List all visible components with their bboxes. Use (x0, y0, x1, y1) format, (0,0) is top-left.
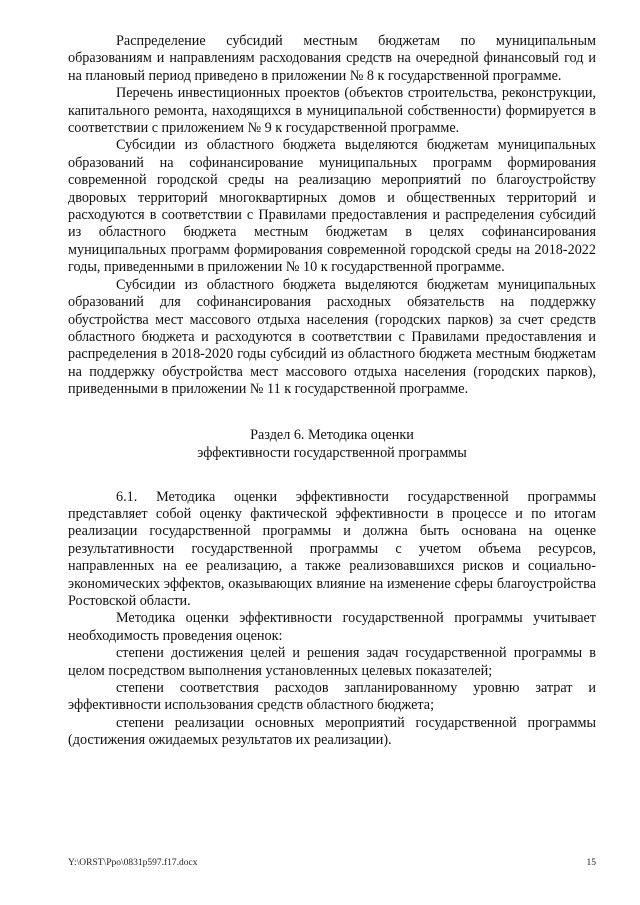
paragraph-assessment-costs: степени соответствия расходов запланированному уровню затрат и эффективности использования средств областного бюджета; (68, 680, 596, 714)
paragraph-subsidy-distribution: Распределение субсидий местным бюджетам по муниципальным образованиям и направлениям расходования средств на очередной финансовый год и на плановый период приведено в приложении № 8 к государственной программе. (68, 33, 596, 84)
footer-file-path: Y:\ORST\Ppo\0831p597.f17.docx (68, 858, 198, 868)
page-number: 15 (586, 858, 596, 868)
paragraph-city-parks-subsidies: Субсидии из областного бюджета выделяются бюджетам муниципальных образований для софинансирования расходных обязательств на поддержку обустройства мест массового отдыха населения (городских парков) за счет средств областного бюджета и расходуются в соответствии с Правилами предоставления и распределения в 2018-2020 годы субсидий из областного бюджета местным бюджетам на поддержку обустройства мест массового отдыха населения (городских парков), приведенными в приложении № 11 к государственной программе. (68, 276, 596, 398)
paragraph-assessment-goals: степени достижения целей и решения задач государственной программы в целом посредством выполнения установленных целевых показателей; (68, 645, 596, 679)
paragraph-urban-environment-subsidies: Субсидии из областного бюджета выделяются бюджетам муниципальных образований на софинансирование муниципальных программ формирования современной городской среды на реализацию мероприятий по благоустройству дворовых территорий многоквартирных домов и общественных территорий и расходуются в соответствии с Правилами предоставления и распределения субсидий из областного бюджета местным бюджетам в целях софинансирования муниципальных программ формирования современной городской среды на 2018-2022 годы, приведенными в приложении № 10 к государственной программе. (68, 137, 596, 276)
section-heading-line1: Раздел 6. Методика оценки (250, 426, 414, 443)
paragraph-assessment-activities: степени реализации основных мероприятий государственной программы (достижения ожидаемых результатов их реализации). (68, 714, 596, 749)
section-heading-line2: эффективности государственной программы (197, 445, 467, 462)
paragraph-methodology-definition: 6.1. Методика оценки эффективности государственной программы представляет собой оценку фактической эффективности в процессе и по итогам реализации государственной программы и должна быть основана на оценке результативности государственной программы с учетом объема ресурсов, направленных на ее реализацию, а также реализовавшихся рисков и социально-экономических эффектов, оказывающих влияние на изменение сферы благоустройства Ростовской области. (68, 488, 596, 609)
section-heading (68, 426, 596, 463)
heading-spacer (68, 463, 596, 489)
paragraph-investment-projects: Перечень инвестиционных проектов (объектов строительства, реконструкции, капитального ремонта, находящихся в муниципальной собственности) формируется в соответствии с приложением № 9 к государственной программе. (68, 85, 596, 137)
paragraph-methodology-scope: Методика оценки эффективности государственной программы учитывает необходимость проведения оценок: (68, 610, 596, 644)
document-body (68, 33, 596, 750)
